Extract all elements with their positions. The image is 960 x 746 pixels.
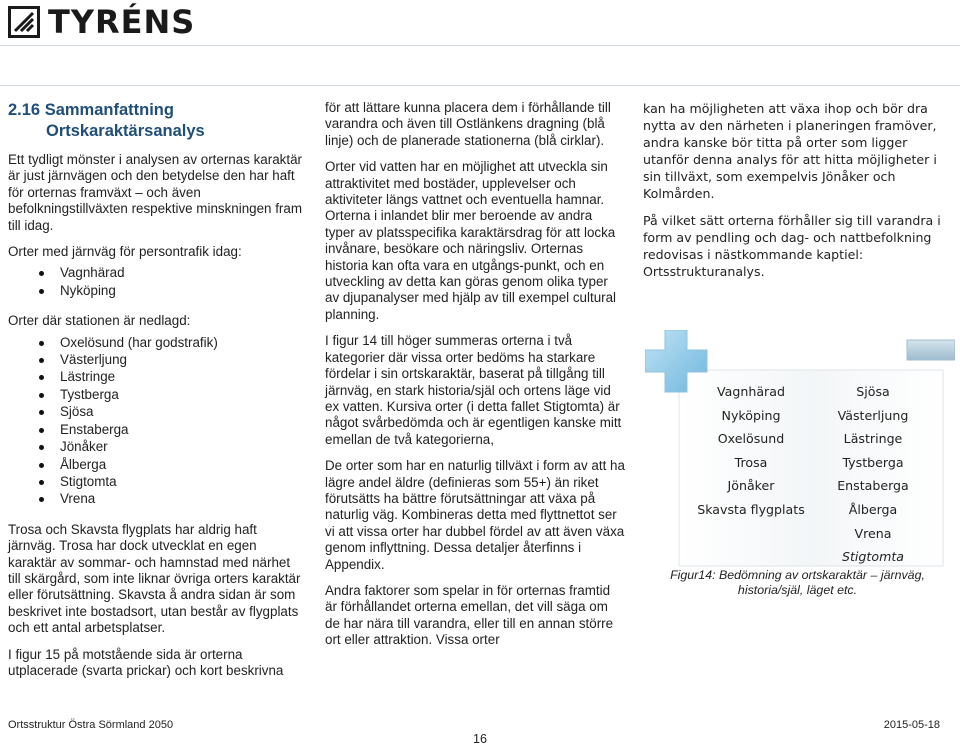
list-item: Stigtomta xyxy=(8,473,304,490)
table-row xyxy=(693,404,937,428)
list-item: Vagnhärad xyxy=(8,264,304,281)
list-item: Sjösa xyxy=(8,403,304,420)
minus-sign-icon xyxy=(907,340,955,360)
strong-town: Oxelösund xyxy=(717,431,785,447)
weak-town: Lästringe xyxy=(843,431,903,447)
weak-town: Ålberga xyxy=(848,501,898,517)
header-divider xyxy=(0,45,960,46)
strong-town: Jönåker xyxy=(727,478,775,494)
paragraph: Orter vid vatten har en möjlighet att utveckla sin attraktivitet med bostäder, upplevelser och aktiviteter längs vattnet och eventuella hamnar. Orterna i inlandet blir mer beroende av andra typer av platsspecifika karaktärsdrag för att locka invånare, besökare och näringsliv. Orternas historia kan ofta vara en utgångs-punkt, och en utveckling av detta kan göras genom olika typer av djupanalyser med hjälp av till exempel cultural planning. xyxy=(325,159,617,322)
intro-paragraph: Ett tydligt mönster i analysen av orternas karaktär är just järnvägen och den betydelse den har haft för orternas framväxt – och även befolkningstillväxten respektive minskningen fram till idag. xyxy=(8,152,302,233)
paragraph: På vilket sätt orterna förhåller sig till varandra i form av pendling och dag- och nattbefolkning redovisas i nästkommande kaptiel: Ortsstrukturanalys. xyxy=(643,213,941,279)
column-left xyxy=(8,100,304,689)
logo-mark-icon xyxy=(8,6,40,38)
table-row xyxy=(693,380,937,404)
list-item: Vrena xyxy=(8,490,304,507)
list-item: Oxelösund (har godstrafik) xyxy=(8,334,304,351)
list1-heading: Orter med järnväg för persontrafik idag: xyxy=(8,244,242,260)
list-item: Lästringe xyxy=(8,368,304,385)
list-item: Tystberga xyxy=(8,386,304,403)
list-item: Ålberga xyxy=(8,456,304,473)
paragraph: De orter som har en naturlig tillväxt i form av att ha lägre andel äldre (definieras som 55+) än riket förutsätts ha bättre förutsättningar att växa på naturlig väg. Kombineras detta med flyttnettot ser vi att vissa orter har dubbel fördel av att även växa genom inflyttning. Dessa detaljer återfinns i Appendix. xyxy=(325,458,625,572)
weak-town: Tystberga xyxy=(842,454,904,470)
list2-heading: Orter där stationen är nedlagd: xyxy=(8,313,191,329)
footer-title: Ortsstruktur Östra Sörmland 2050 xyxy=(8,719,174,731)
list-item: Enstaberga xyxy=(8,421,304,438)
section-title-line2: Ortskaraktärsanalys xyxy=(46,122,205,140)
weak-town: Västerljung xyxy=(837,407,909,423)
table-row xyxy=(693,451,937,475)
table-row xyxy=(693,498,937,522)
column-middle xyxy=(325,100,625,659)
page-number: 16 xyxy=(473,732,487,746)
weak-town: Vrena xyxy=(854,525,892,541)
table-row xyxy=(693,545,937,569)
list-item: Nyköping xyxy=(8,282,304,299)
list-item: Jönåker xyxy=(8,438,304,455)
header-divider-lower xyxy=(0,85,960,86)
weak-town: Sjösa xyxy=(856,384,890,399)
table-row xyxy=(693,427,937,451)
figure-14 xyxy=(645,330,955,570)
figure-caption: Figur14: Bedömning av ortskaraktär – järnväg, historia/själ, läget etc. xyxy=(670,568,925,597)
footer-date: 2015-05-18 xyxy=(883,719,940,731)
paragraph: kan ha möjligheten att växa ihop och bör dra nytta av den närheten i planeringen framöver, andra kanske bör titta på orter som ligger utanför denna analys för att hitta möjligheter i sin tillväxt, som exempelvis Jönåker och Kolmården. xyxy=(643,101,937,201)
weak-town-italic: Stigtomta xyxy=(842,549,904,565)
closed-station-list xyxy=(8,334,304,508)
section-title-line1: 2.16 Sammanfattning xyxy=(8,101,174,119)
strong-town: Skavsta flygplats xyxy=(697,501,805,517)
trosa-paragraph: Trosa och Skavsta flygplats har aldrig haft järnväg. Trosa har dock utvecklat en egen karaktär av sommar- och hamnstad med närhet till skärgård, som inte liknar övriga orters karaktär eller förutsättning. Skavsta å andra sidan är som beskrivet inte bostadsort, utan består av flygplats och ett antal arbetsplatser. xyxy=(8,521,301,636)
strong-town: Trosa xyxy=(734,454,768,470)
strong-town: Vagnhärad xyxy=(717,384,785,399)
section-title xyxy=(8,100,304,142)
logo-text: TYRÉNS xyxy=(48,3,196,41)
paragraph: för att lättare kunna placera dem i förhållande till varandra och även till Ostlänkens dragning (blå linje) och de planerade stationerna (blå cirklar). xyxy=(325,100,611,148)
paragraph: I figur 14 till höger summeras orterna i två kategorier där vissa orter bedöms ha starkare fördelar i sin ortskaraktär, baserat på tillgång till järnväg, en stark historia/själ och ortens läge vid ex vatten. Kursiva orter (i detta fallet Stigtomta) är något svårbedömda och är egentligen kanske mitt emellan de två kategorierna, xyxy=(325,333,622,447)
weak-town: Enstaberga xyxy=(837,478,909,494)
strong-town: Nyköping xyxy=(721,407,781,423)
company-logo xyxy=(8,3,196,41)
figure15-paragraph: I figur 15 på motstående sida är orterna utplacerade (svarta prickar) och kort beskrivna xyxy=(8,646,284,678)
table-row xyxy=(693,522,937,546)
table-row xyxy=(693,474,937,498)
paragraph: Andra faktorer som spelar in för orternas framtid är förhållandet orterna emellan, det vill säga om de har nära till varandra, eller till en annan större ort eller attraktion. Vissa orter xyxy=(325,582,614,648)
column-right xyxy=(643,100,948,290)
list-item: Västerljung xyxy=(8,351,304,368)
rail-towns-list xyxy=(8,264,304,299)
town-category-table xyxy=(693,380,937,569)
